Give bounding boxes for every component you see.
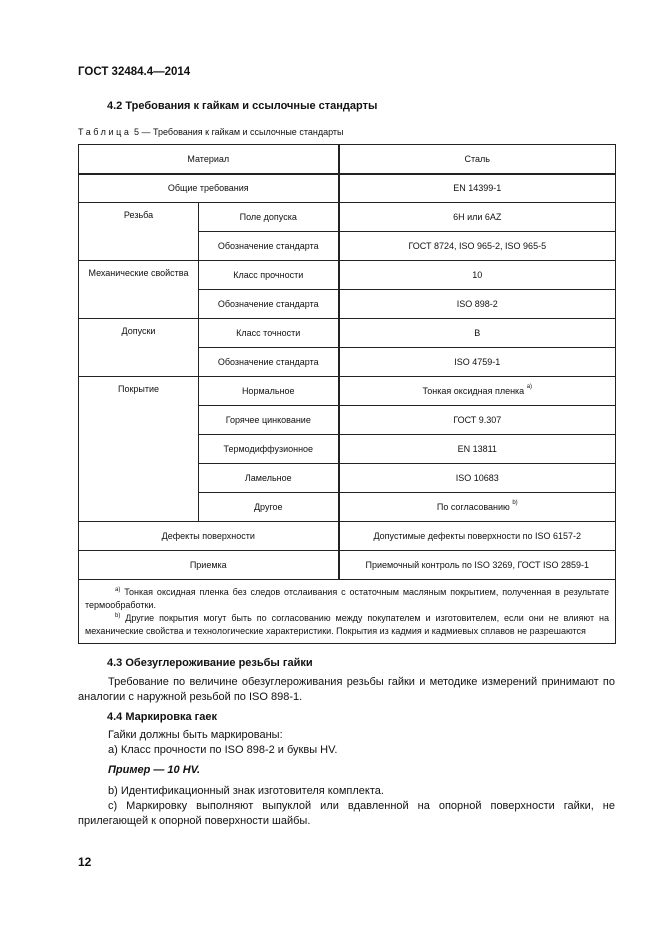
coating-value: ГОСТ 9.307 xyxy=(339,406,616,435)
coating-param: Ламельное xyxy=(199,464,339,493)
coating-label: Покрытие xyxy=(79,377,199,522)
mechanical-value: 10 xyxy=(339,261,616,290)
footnote-ref-b: b) xyxy=(512,500,518,506)
tolerances-param: Обозначение стандарта xyxy=(199,348,339,377)
coating-param: Горячее цинкование xyxy=(199,406,339,435)
general-label: Общие требования xyxy=(79,174,339,203)
section-4-3-title: 4.3 Обезуглероживание резьбы гайки xyxy=(107,657,313,669)
page-number: 12 xyxy=(78,855,92,869)
coating-value: EN 13811 xyxy=(339,435,616,464)
tolerances-value: B xyxy=(339,319,616,348)
footnote-a xyxy=(85,586,609,612)
coating-param: Нормальное xyxy=(199,377,339,406)
marking-item-a: а) Класс прочности по ISO 898-2 и буквы HV. xyxy=(108,744,338,756)
coating-param: Другое xyxy=(199,493,339,522)
thread-param: Обозначение стандарта xyxy=(199,232,339,261)
general-value: EN 14399-1 xyxy=(339,174,616,203)
header-material: Материал xyxy=(79,145,339,174)
table-caption-text: 5 — Требования к гайкам и ссылочные стандарты xyxy=(134,127,344,137)
mechanical-param: Класс прочности xyxy=(199,261,339,290)
mechanical-label: Механические свойства xyxy=(79,261,199,319)
table-caption-prefix: Таблица xyxy=(78,127,132,137)
section-4-3-paragraph: Требование по величине обезуглероживания резьбы гайки и методике измерений принимают по аналогии с наружной резьбой по ISO 898-1. xyxy=(78,676,615,703)
coating-value-text: По согласованию xyxy=(436,502,510,512)
table-footnotes xyxy=(79,580,616,644)
acceptance-value: Приемочный контроль по ISO 3269, ГОСТ ISO 2859-1 xyxy=(339,551,616,580)
footnote-a-mark: a) xyxy=(115,587,121,593)
footnote-b-text: Другие покрытия могут быть по согласованию между покупателем и изготовителем, если они не влияют на механические свойства и технологические характеристики. Покрытия из кадмия и кадмиевых сплавов не разрешаются xyxy=(85,613,610,636)
thread-param: Поле допуска xyxy=(199,203,339,232)
coating-param: Термодиффузионное xyxy=(199,435,339,464)
requirements-table xyxy=(78,144,616,644)
acceptance-label: Приемка xyxy=(79,551,339,580)
marking-item-c: с) Маркировку выполняют выпуклой или вдавленной на опорной поверхности гайки, не прилегающей к опорной поверхности шайбы. xyxy=(78,800,615,827)
document-code: ГОСТ 32484.4—2014 xyxy=(78,66,191,78)
thread-label: Резьба xyxy=(79,203,199,261)
defects-value: Допустимые дефекты поверхности по ISO 6157-2 xyxy=(339,522,616,551)
mechanical-param: Обозначение стандарта xyxy=(199,290,339,319)
coating-value-text: Тонкая оксидная пленка xyxy=(422,386,525,396)
tolerances-value: ISO 4759-1 xyxy=(339,348,616,377)
section-4-2-title: 4.2 Требования к гайкам и ссылочные стандарты xyxy=(107,100,378,112)
footnote-ref-a: a) xyxy=(526,384,533,390)
marking-intro: Гайки должны быть маркированы: xyxy=(108,729,283,741)
thread-value: 6H или 6AZ xyxy=(339,203,616,232)
coating-value: ISO 10683 xyxy=(339,464,616,493)
defects-label: Дефекты поверхности xyxy=(79,522,339,551)
table-caption xyxy=(78,127,343,137)
marking-item-b: b) Идентификационный знак изготовителя комплекта. xyxy=(108,785,384,797)
section-4-4-text xyxy=(78,728,615,829)
section-4-4-title: 4.4 Маркировка гаек xyxy=(107,711,217,723)
tolerances-label: Допуски xyxy=(79,319,199,377)
marking-example: Пример — 10 HV. xyxy=(108,764,201,776)
section-4-3-text xyxy=(78,675,615,705)
header-steel: Сталь xyxy=(339,145,616,174)
coating-value xyxy=(339,493,616,522)
footnote-b xyxy=(85,612,609,638)
coating-value xyxy=(339,377,616,406)
thread-value: ГОСТ 8724, ISO 965-2, ISO 965-5 xyxy=(339,232,616,261)
mechanical-value: ISO 898-2 xyxy=(339,290,616,319)
footnote-b-mark: b) xyxy=(115,613,121,619)
footnote-a-text: Тонкая оксидная пленка без следов отслаивания с остаточным масляным покрытием, полученная в результате термообработки. xyxy=(85,587,609,610)
tolerances-param: Класс точности xyxy=(199,319,339,348)
